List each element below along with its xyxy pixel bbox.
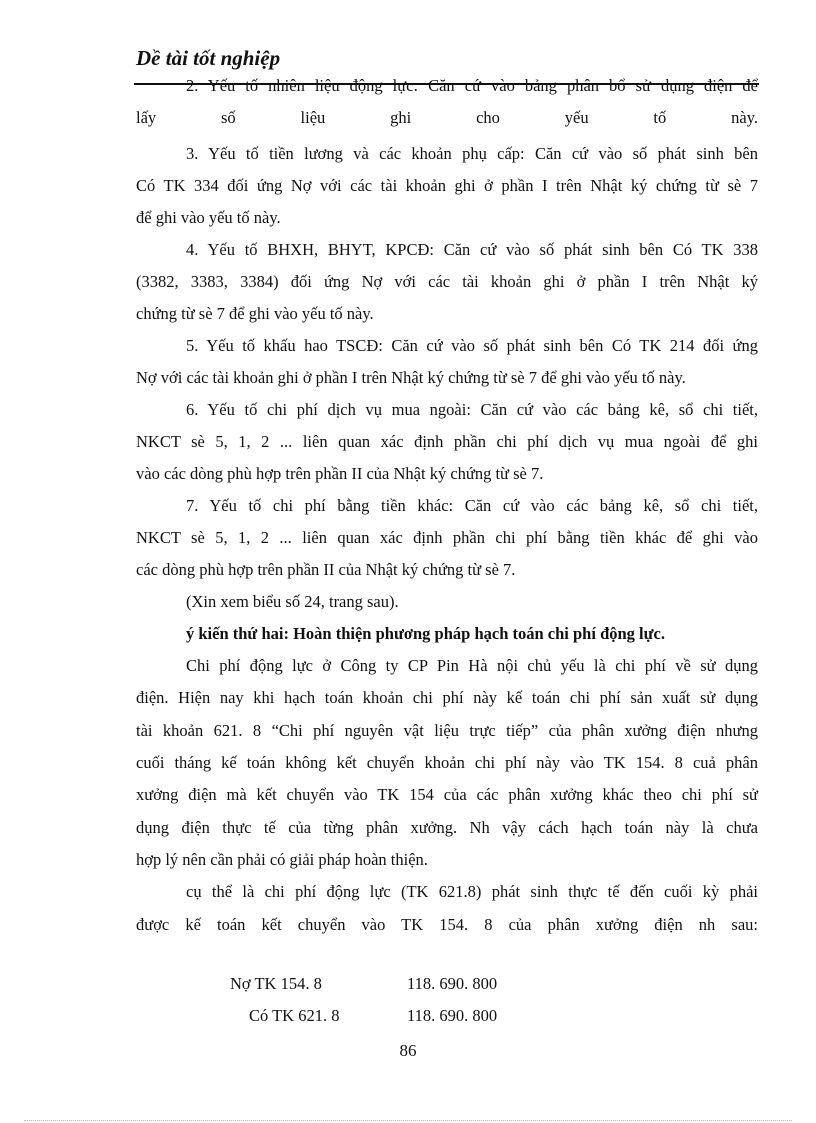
text-line: cụ thể là chi phí động lực (TK 621.8) phát sinh thực tế đến cuối kỳ phải — [186, 882, 758, 901]
text-line: 6. Yếu tố chi phí dịch vụ mua ngoài: Căn cứ vào các bảng kê, sổ chi tiết, — [186, 400, 758, 419]
text-line: 5. Yếu tố khấu hao TSCĐ: Căn cứ vào số phát sinh bên Có TK 214 đối ứng — [186, 336, 758, 355]
text-line: Có TK 334 đối ứng Nợ với các tài khoản ghi ở phần I trên Nhật ký chứng từ sè 7 — [136, 176, 758, 195]
text-line: 2. Yếu tố nhiên liệu động lực: Căn cứ vào bảng phân bổ sử dụng điện để — [186, 76, 758, 95]
text-line: các dòng phù hợp trên phần II của Nhật ký chứng từ sè 7. — [136, 560, 516, 579]
entry-debit-amount: 118. 690. 800 — [407, 974, 498, 993]
text-line: lấy số liệu ghi cho yếu tố này. — [136, 108, 758, 127]
text-line: chứng từ sè 7 để ghi vào yếu tố này. — [136, 304, 374, 323]
page-edge — [24, 1120, 792, 1121]
text-line: vào các dòng phù hợp trên phần II của Nhật ký chứng từ sè 7. — [136, 464, 544, 483]
text-line: 3. Yếu tố tiền lương và các khoản phụ cấp: Căn cứ vào số phát sinh bên — [186, 144, 758, 163]
page-number: 86 — [399, 1041, 417, 1060]
text-line: (Xin xem biểu số 24, trang sau). — [186, 592, 399, 611]
text-line: Chi phí động lực ở Công ty CP Pin Hà nội chủ yếu là chi phí về sử dụng — [186, 656, 758, 675]
text-line: 7. Yếu tố chi phí bằng tiền khác: Căn cứ vào các bảng kê, sổ chi tiết, — [186, 496, 758, 515]
text-line: ý kiến thứ hai: Hoàn thiện phương pháp hạch toán chi phí động lực. — [186, 624, 665, 643]
text-line: NKCT sè 5, 1, 2 ... liên quan xác định phần chi phí bằng tiền khác để ghi vào — [136, 528, 758, 547]
text-line: xưởng điện mà kết chuyển vào TK 154 của các phân xưởng khác theo chi phí sử — [136, 785, 758, 804]
text-line: điện. Hiện nay khi hạch toán khoản chi phí này kế toán chi phí sản xuất sử dụng — [136, 688, 758, 707]
running-header: Dề tài tốt nghiệp — [136, 46, 281, 70]
text-line: để ghi vào yếu tố này. — [136, 208, 281, 227]
text-line: NKCT sè 5, 1, 2 ... liên quan xác định phần chi phí dịch vụ mua ngoài để ghi — [136, 432, 758, 451]
entry-credit-account: Có TK 621. 8 — [249, 1006, 340, 1025]
text-line: tài khoản 621. 8 “Chi phí nguyên vật liệu trực tiếp” của phân xưởng điện nhưng — [136, 721, 758, 740]
text-line: dụng điện thực tế của từng phân xưởng. Nh vậy cách hạch toán này là chưa — [136, 818, 758, 837]
text-line: (3382, 3383, 3384) đối ứng Nợ với các tài khoản ghi ở phần I trên Nhật ký — [136, 272, 758, 291]
text-line: hợp lý nên cần phải có giải pháp hoàn thiện. — [136, 850, 428, 869]
text-line: 4. Yếu tố BHXH, BHYT, KPCĐ: Căn cứ vào số phát sinh bên Có TK 338 — [186, 240, 758, 259]
entry-debit-account: Nợ TK 154. 8 — [230, 974, 322, 993]
text-line: Nợ với các tài khoản ghi ở phần I trên Nhật ký chứng từ sè 7 để ghi vào yếu tố này. — [136, 368, 686, 387]
text-line: được kế toán kết chuyển vào TK 154. 8 của phân xưởng điện nh sau: — [136, 915, 758, 934]
entry-credit-amount: 118. 690. 800 — [407, 1006, 498, 1025]
text-line: cuối tháng kế toán không kết chuyển khoản chi phí này vào TK 154. 8 cuả phân — [136, 753, 758, 772]
